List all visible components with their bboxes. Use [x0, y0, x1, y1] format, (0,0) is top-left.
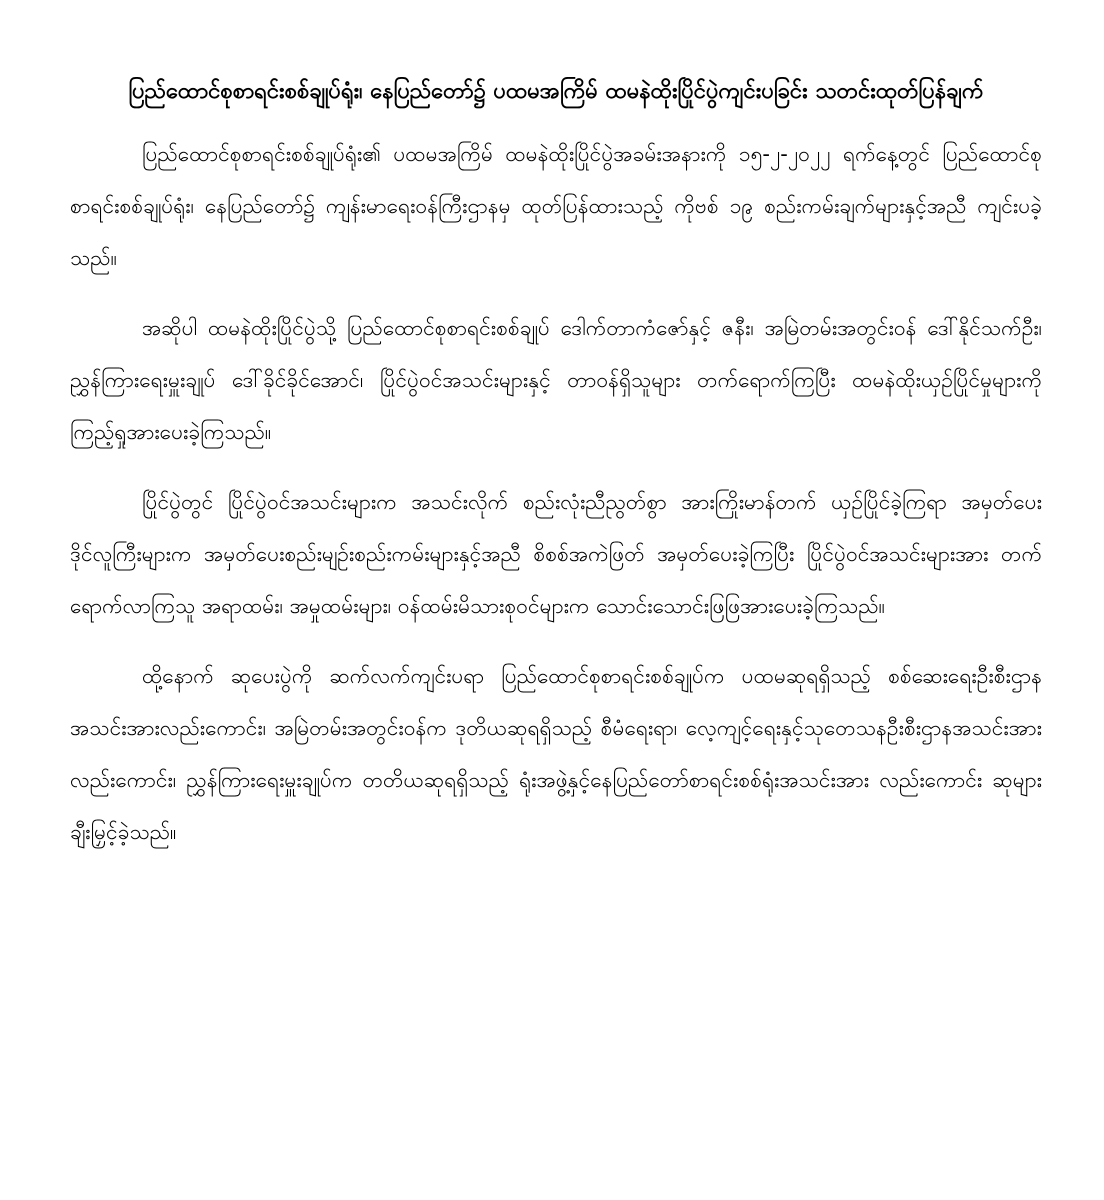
paragraph-3: ပြိုင်ပွဲတွင် ပြိုင်ပွဲဝင်အသင်းများက အသင်းလိုက် စည်းလုံးညီညွတ်စွာ အားကြိုးမာန်တက် ယှဉ်ပြိုင်ခဲ့ကြရာ အမှတ်ပေးဒိုင်လူကြီးများက အမှတ်ပေးစည်းမျဉ်းစည်းကမ်းများနှင့်အညီ စိစစ်အကဲဖြတ် အမှတ်ပေးခဲ့ကြပြီး ပြိုင်ပွဲဝင်အသင်းများအား တက်ရောက်လာကြသူ အရာထမ်း၊ အမှုထမ်းများ၊ ဝန်ထမ်းမိသားစုဝင်များက သောင်းသောင်းဖြဖြအားပေးခဲ့ကြသည်။: [70, 490, 1042, 618]
paragraph-4: ထို့နောက် ဆုပေးပွဲကို ဆက်လက်ကျင်းပရာ ပြည်ထောင်စုစာရင်းစစ်ချုပ်က ပထမဆုရရှိသည့် စစ်ဆေးရေးဦးစီးဌာနအသင်းအားလည်းကောင်း၊ အမြဲတမ်းအတွင်းဝန်က ဒုတိယဆုရရှိသည့် စီမံရေးရာ၊ လေ့ကျင့်ရေးနှင့်သုတေသနဦးစီးဌာနအသင်းအားလည်းကောင်း၊ ညွှန်ကြားရေးမှူးချုပ်က တတိယဆုရရှိသည့် ရုံးအဖွဲ့နှင့်နေပြည်တော်စာရင်းစစ်ရုံးအသင်းအား လည်းကောင်း ဆုများချီးမြှင့်ခဲ့သည်။: [70, 664, 1042, 844]
document-title: ပြည်ထောင်စုစာရင်းစစ်ချုပ်ရုံး၊ နေပြည်တော်၌ ပထမအကြိမ် ထမနဲထိုးပြိုင်ပွဲကျင်းပခြင်း သတင်းထုတ်ပြန်ချက်: [128, 79, 984, 104]
paragraph-1: ပြည်ထောင်စုစာရင်းစစ်ချုပ်ရုံး၏ ပထမအကြိမ် ထမနဲထိုးပြိုင်ပွဲအခမ်းအနားကို ၁၅-၂-၂၀၂၂ ရက်နေ့တွင် ပြည်ထောင်စုစာရင်းစစ်ချုပ်ရုံး၊ နေပြည်တော်၌ ကျန်းမာရေးဝန်ကြီးဌာနမှ ထုတ်ပြန်ထားသည့် ကိုဗစ် ၁၉ စည်းကမ်းချက်များနှင့်အညီ ကျင်းပခဲ့သည်။: [70, 142, 1042, 270]
paragraph-2: အဆိုပါ ထမနဲထိုးပြိုင်ပွဲသို့ ပြည်ထောင်စုစာရင်းစစ်ချုပ် ဒေါက်တာကံဇော်နှင့် ဇနီး၊ အမြဲတမ်းအတွင်းဝန် ဒေါ်နိုင်သက်ဦး၊ ညွှန်ကြားရေးမှူးချုပ် ဒေါ်ခိုင်ခိုင်အောင်၊ ပြိုင်ပွဲဝင်အသင်းများနှင့် တာဝန်ရှိသူများ တက်ရောက်ကြပြီး ထမနဲထိုးယှဉ်ပြိုင်မှုများကို ကြည့်ရှုအားပေးခဲ့ကြသည်။: [70, 316, 1042, 444]
